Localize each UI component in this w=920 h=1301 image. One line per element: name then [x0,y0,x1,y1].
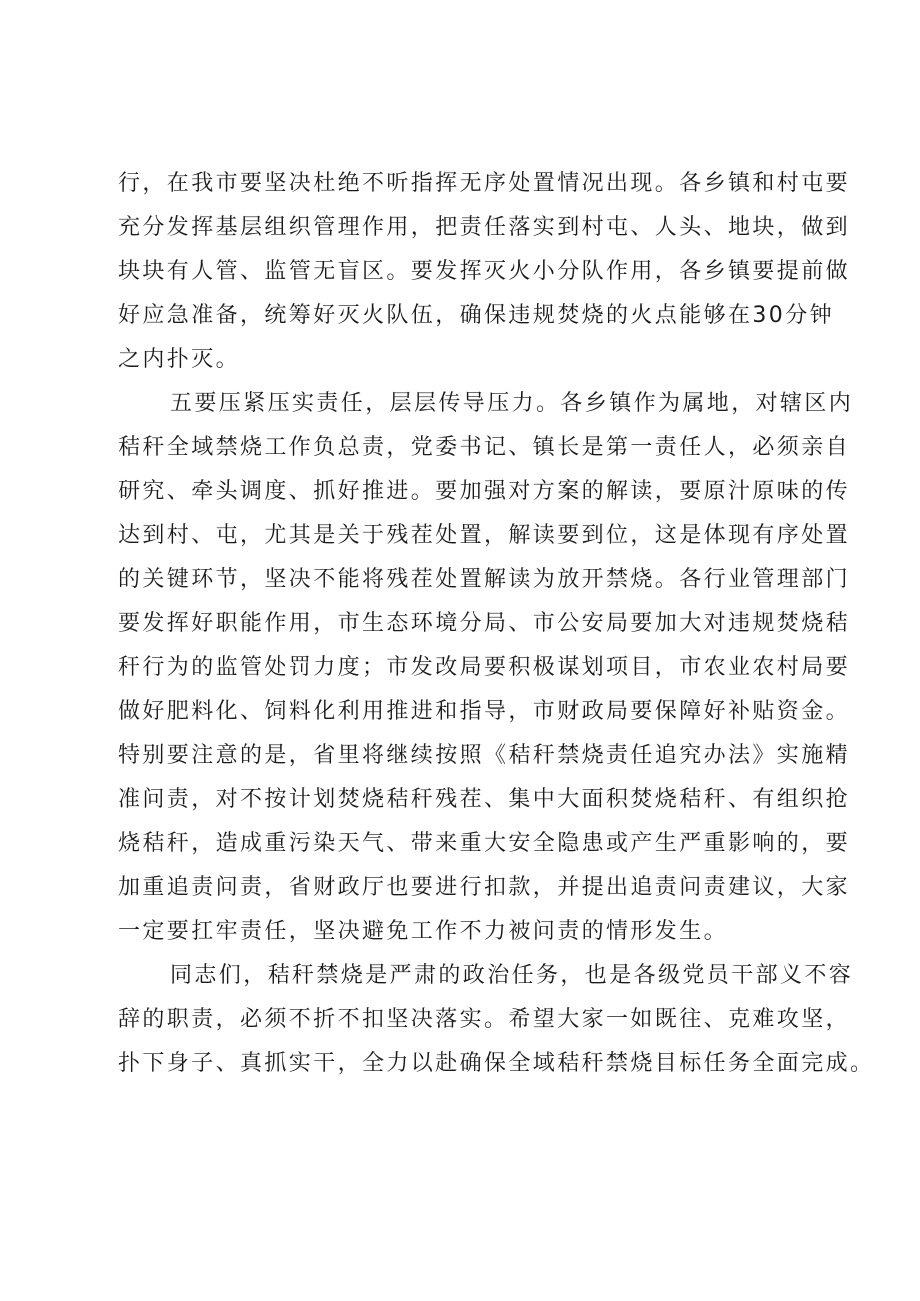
text-line: 辞的职责，必须不折不扣坚决落实。希望大家一如既往、克难攻坚， [118,1007,851,1032]
text-line: 加重追责问责，省财政厅也要进行扣款，并提出追责问责建议，大家 [118,875,851,900]
text-line: 特别要注意的是，省里将继续按照《秸秆禁烧责任追究办法》实施精 [118,743,851,768]
paragraph-start-line: 五要压紧压实责任，层层传导压力。各乡镇作为属地，对辖区内 [170,391,854,416]
text-line: 烧秸秆，造成重污染天气、带来重大安全隐患或产生严重影响的，要 [118,831,851,856]
text-line: 秆行为的监管处罚力度；市发改局要积极谋划项目，市农业农村局要 [118,655,851,680]
text-line: 块块有人管、监管无盲区。要发挥灭火小分队作用，各乡镇要提前做 [118,259,851,284]
text-line: 充分发挥基层组织管理作用，把责任落实到村屯、人头、地块，做到 [118,215,851,240]
text-line: 研究、牵头调度、抓好推进。要加强对方案的解读，要原汁原味的传 [118,479,851,504]
paragraph-start-line: 同志们，秸秆禁烧是严肃的政治任务，也是各级党员干部义不容 [170,963,854,988]
text-line: 要发挥好职能作用，市生态环境分局、市公安局要加大对违规焚烧秸 [118,611,851,636]
text-line: 做好肥料化、饲料化利用推进和指导，市财政局要保障好补贴资金。 [118,699,851,724]
text-line: 的关键环节，坚决不能将残茬处置解读为放开禁烧。各行业管理部门 [118,567,851,592]
text-line: 行，在我市要坚决杜绝不听指挥无序处置情况出现。各乡镇和村屯要 [118,171,851,196]
text-line: 达到村、屯，尤其是关于残茬处置，解读要到位，这是体现有序处置 [118,523,851,548]
text-line: 准问责，对不按计划焚烧秸秆残茬、集中大面积焚烧秸秆、有组织抢 [118,787,851,812]
text-line: 好应急准备，统筹好灭火队伍，确保违规焚烧的火点能够在30分钟 [118,303,834,328]
text-line: 秸秆全域禁烧工作负总责，党委书记、镇长是第一责任人，必须亲自 [118,435,851,460]
text-line: 扑下身子、真抓实干，全力以赴确保全域秸秆禁烧目标任务全面完成。 [118,1051,875,1076]
text-line: 之内扑灭。 [118,347,241,372]
text-line: 一定要扛牢责任，坚决避免工作不力被问责的情形发生。 [118,919,729,944]
